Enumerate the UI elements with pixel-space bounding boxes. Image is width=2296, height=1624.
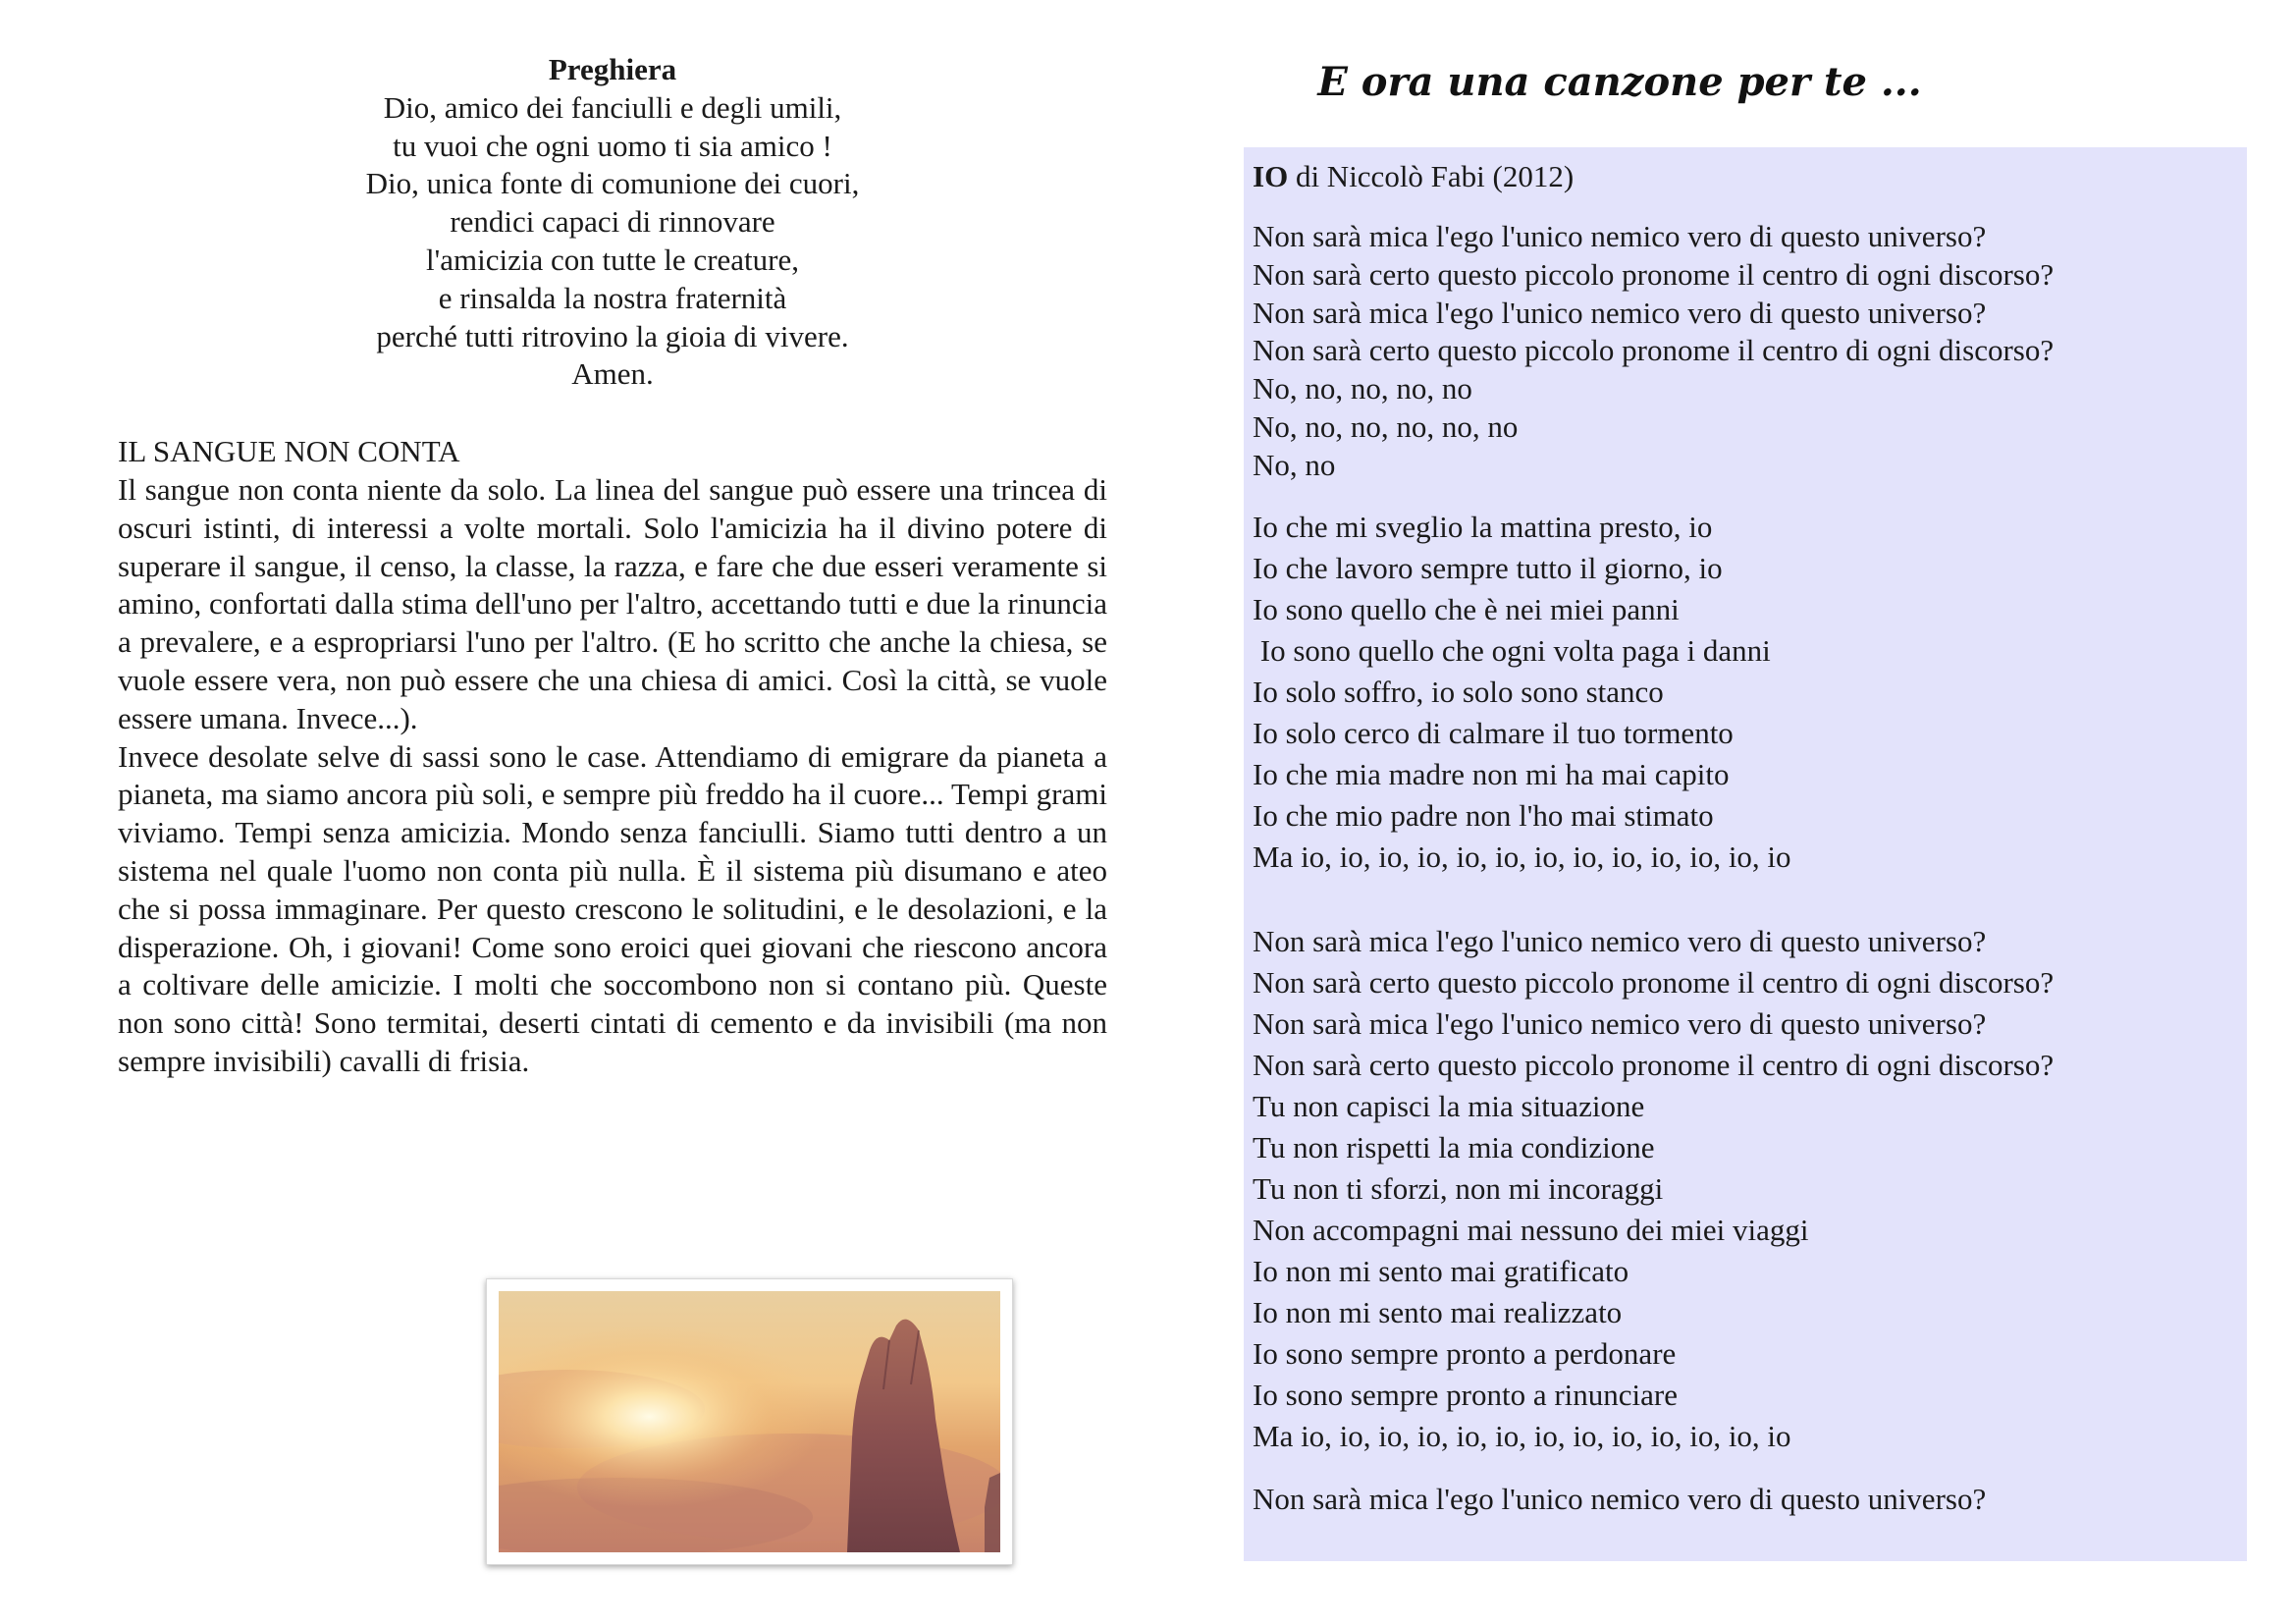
prayer-title: Preghiera (548, 52, 677, 86)
lyric-line: Non sarà mica l'ego l'unico nemico vero di questo universo? (1253, 1005, 1987, 1041)
lyric-line: Io che lavoro sempre tutto il giorno, io (1253, 550, 1723, 585)
stanza-2 (1253, 507, 2234, 878)
lyric-line: No, no (1253, 447, 1336, 482)
lyric-line: Tu non ti sforzi, non mi incoraggi (1253, 1170, 1664, 1206)
lyric-line: Non sarà certo questo piccolo pronome il centro di ogni discorso? (1253, 1047, 2055, 1082)
essay-section (118, 433, 1107, 1081)
lyric-line: Io sono quello che è nei miei panni (1253, 591, 1680, 626)
lyric-line: Io non mi sento mai gratificato (1253, 1253, 1629, 1288)
lyric-line: Non accompagni mai nessuno dei miei viaggi (1253, 1212, 1809, 1247)
lyric-line: Io solo cerco di calmare il tuo tormento (1253, 715, 1734, 750)
lyric-line: Non sarà certo questo piccolo pronome il centro di ogni discorso? (1253, 964, 2055, 1000)
stanza-1 (1253, 218, 2234, 485)
song-heading: E ora una canzone per te ... (1317, 59, 1922, 105)
lyric-line: Io non mi sento mai realizzato (1253, 1294, 1623, 1329)
lyric-line: Io solo soffro, io solo sono stanco (1253, 674, 1664, 709)
lyric-line: Tu non rispetti la mia condizione (1253, 1129, 1655, 1164)
lyric-line: Io sono quello che ogni volta paga i danni (1253, 632, 1771, 668)
song-title-author: di Niccolò Fabi (2012) (1288, 159, 1575, 193)
prayer-line: tu vuoi che ogni uomo ti sia amico ! (393, 128, 832, 163)
lyric-line: Tu non capisci la mia situazione (1253, 1088, 1645, 1123)
prayer-line: perché tutti ritrovino la gioia di vivere. (376, 318, 849, 353)
prayer-line: Amen. (571, 356, 654, 392)
essay-paragraph: Invece desolate selve di sassi sono le case. Attendiamo di emigrare da pianeta a pianeta, ma siamo ancora più soli, e sempre più freddo ha il cuore... Tempi grami viviamo. Tempi senza amicizia. Mondo senza fanciulli. Siamo tutti dentro a un sistema nel quale l'uomo non conta più nulla. È il sistema più disumano e ateo che si possa immaginare. Per questo crescono le solitudini, e le desolazioni, e la disperazione. Oh, i giovani! Come sono eroici quei giovani che riescono ancora a coltivare delle amicizie. I molti che soccombono non si contano più. Queste non sono città! Sono termitai, deserti cintati di cemento e da invisibili (ma non sempre invisibili) cavalli di frisia. (118, 738, 1107, 1078)
prayer-line: Dio, unica fonte di comunione dei cuori, (365, 166, 860, 201)
stanza-4 (1253, 1479, 2234, 1520)
song-title (1253, 157, 2234, 196)
song-title-bold: IO (1253, 159, 1289, 193)
lyric-line: Non sarà certo questo piccolo pronome il centro di ogni discorso? (1253, 256, 2055, 292)
prayer-line: rendici capaci di rinnovare (450, 204, 775, 240)
lyric-line: Non sarà mica l'ego l'unico nemico vero di questo universo? (1253, 219, 1987, 253)
prayer-line: Dio, amico dei fanciulli e degli umili, (383, 89, 842, 125)
prayer-hands-photo (486, 1278, 1013, 1565)
prayer-line: e rinsalda la nostra fraternità (438, 280, 787, 315)
sunset-hands-image (499, 1291, 1000, 1552)
lyric-line: Non sarà mica l'ego l'unico nemico vero di questo universo? (1253, 295, 1987, 330)
essay-paragraph: Il sangue non conta niente da solo. La linea del sangue può essere una trincea di oscuri istinti, di interessi a volte mortali. Solo l'amicizia ha il divino potere di superare il sangue, il censo, la classe, la razza, e fare che due esseri veramente si amino, confortati dalla stima dell'uno per l'altro, accettando tutti e due la rinuncia a prevalere, e a espropriarsi l'uno per l'altro. (E ho scritto che anche la chiesa, se vuole essere vera, non può essere che una chiesa di amici. Così la città, se vuole essere umana. Invece...). (118, 471, 1107, 735)
lyric-line: Non sarà certo questo piccolo pronome il centro di ogni discorso? (1253, 333, 2055, 368)
lyric-line: No, no, no, no, no, no (1253, 408, 1519, 444)
lyric-line: Io che mia madre non mi ha mai capito (1253, 756, 1730, 791)
prayer-section (118, 51, 1107, 394)
lyric-line: Ma io, io, io, io, io, io, io, io, io, io, io, io, io (1253, 839, 1791, 874)
lyric-line: No, no, no, no, no (1253, 371, 1472, 406)
stanza-3 (1253, 921, 2234, 1457)
lyric-line: Non sarà mica l'ego l'unico nemico vero di questo universo? (1253, 1481, 1987, 1516)
lyric-line: Ma io, io, io, io, io, io, io, io, io, io, io, io, io (1253, 1418, 1791, 1453)
lyric-line: Io sono sempre pronto a perdonare (1253, 1335, 1677, 1371)
lyric-line: Io che mi sveglio la mattina presto, io (1253, 509, 1713, 544)
lyric-line: Non sarà mica l'ego l'unico nemico vero di questo universo? (1253, 923, 1987, 958)
song-lyrics (1253, 157, 2234, 1542)
lyric-line: Io che mio padre non l'ho mai stimato (1253, 797, 1714, 833)
prayer-line: l'amicizia con tutte le creature, (426, 242, 799, 277)
lyric-line: Io sono sempre pronto a rinunciare (1253, 1377, 1679, 1412)
essay-title: IL SANGUE NON CONTA (118, 434, 460, 469)
left-page (118, 51, 1107, 1081)
